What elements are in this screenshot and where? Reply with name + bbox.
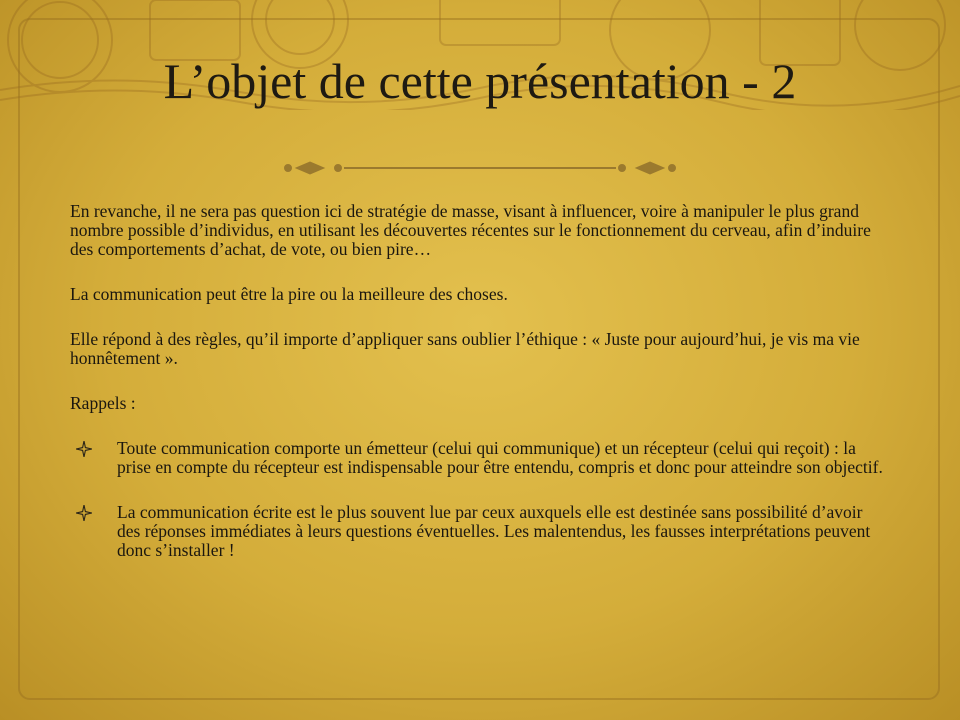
four-point-star-bullet-icon [76, 441, 92, 457]
bullet-item [70, 503, 890, 560]
body-paragraph: La communication peut être la pire ou la meilleure des choses. [70, 284, 508, 304]
bullet-text: Toute communication comporte un émetteur (celui qui communique) et un récepteur (celui qui reçoit) : la prise en compte du récepteur est indispensable pour être entendu, compris et donc pour atteindre son objectif. [117, 438, 883, 477]
bullet-item [70, 439, 890, 477]
slide-title: L’objet de cette présentation - 2 [163, 53, 797, 109]
body-paragraph: Elle répond à des règles, qu’il importe d’appliquer sans oublier l’éthique : « Juste pour aujourd’hui, je vis ma vie honnêtement ». [70, 329, 860, 368]
four-point-star-bullet-icon [76, 505, 92, 521]
body-paragraph: En revanche, il ne sera pas question ici de stratégie de masse, visant à influencer, voire à manipuler le plus grand nombre possible d’individus, en utilisant les découvertes récentes sur le fonctionnement du cerveau, afin d’induire des comportements d’achat, de vote, ou bien pire… [70, 201, 871, 259]
slide-body [70, 202, 890, 586]
divider-ornament [282, 156, 678, 180]
bullet-text: La communication écrite est le plus souvent lue par ceux auxquels elle est destinée sans possibilité d’avoir des réponses immédiates à leurs questions éventuelles. Les malentendus, les fausses interprétations peuvent donc s’installer ! [117, 502, 871, 560]
rappels-heading: Rappels : [70, 393, 136, 413]
